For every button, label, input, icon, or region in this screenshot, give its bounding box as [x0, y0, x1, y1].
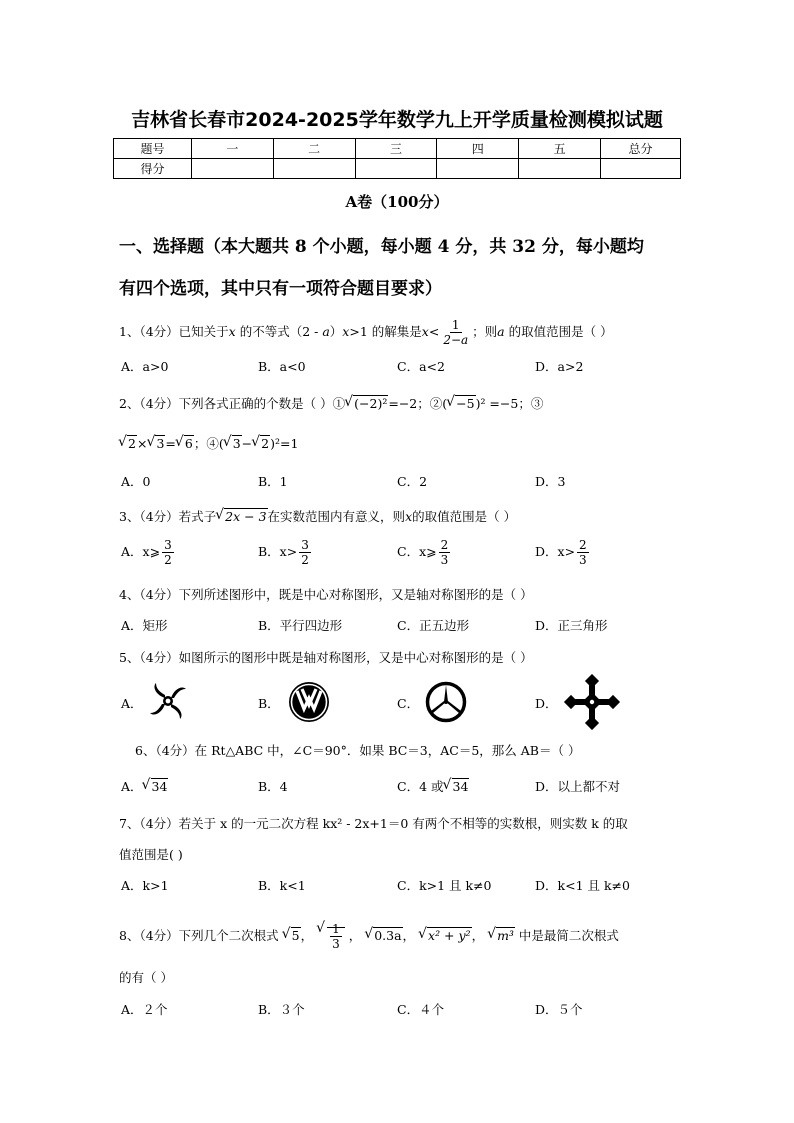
option-b: B．a<0: [258, 359, 306, 374]
option-c: C．a<2: [397, 359, 445, 374]
option-d: D．a>2: [535, 359, 584, 374]
radical: √ 2: [252, 436, 270, 451]
radical: √ x² + y²: [419, 928, 472, 943]
option-b: B．1: [258, 474, 288, 489]
option-a: A．k>1: [121, 878, 169, 893]
radical: √ 5: [283, 928, 301, 943]
option-d: D．: [535, 696, 558, 711]
radical: √ 34: [444, 779, 470, 794]
radical: √ 3: [147, 436, 165, 451]
radical: [317, 922, 345, 951]
table-cell: 一: [191, 139, 273, 159]
table-cell: [519, 159, 601, 179]
question-5-stem: 5、（4分）如图所示的图形中既是轴对称图形，又是中心对称图形的是（ ）: [119, 650, 533, 665]
vw-logo-figure: [287, 681, 331, 723]
radical: √ 2x − 3: [216, 509, 267, 524]
option-b: B．３个: [258, 1002, 305, 1017]
question-2-line2: √ 2×√ 3=√ 6；④(√ 3−√ 2)²=1: [119, 434, 298, 452]
question-7-line2: 值范围是( ): [119, 847, 183, 862]
option-d: D．５个: [535, 1002, 583, 1017]
radical: √ (−2)²: [345, 396, 388, 411]
option-a: A．√ 34: [121, 777, 168, 795]
option-a: A．x⩾ $\frac{3}{2}$: [121, 538, 172, 567]
option-c: C．2: [397, 474, 428, 489]
radical: √ m³: [488, 928, 515, 943]
page-title: 吉林省长春市2024-2025学年数学九上开学质量检测模拟试题: [131, 109, 663, 131]
option-b: B．x> $\frac{3}{2}$: [258, 538, 309, 567]
question-3-stem: 3、（4分）若式子√ 2x − 3在实数范围内有意义，则x的取值范围是（ ）: [119, 507, 516, 525]
question-6-stem: 6、（4分）在 Rt△ABC 中，∠C＝90°．如果 BC＝3，AC＝5，那么 AB＝（ ）: [135, 743, 581, 758]
table-cell: 总分: [601, 139, 681, 159]
option-d: D．k<1 且 k≠0: [535, 878, 630, 893]
fraction: $\frac{1}{2-a}$: [443, 318, 469, 347]
question-8-line2: 的有（ ）: [119, 970, 173, 985]
table-cell: 五: [519, 139, 601, 159]
fraction: $\frac{2}{3}$: [440, 538, 449, 567]
option-c: C．: [397, 696, 420, 711]
option-c: C．x⩾ $\frac{2}{3}$: [397, 538, 449, 567]
table-cell: 四: [437, 139, 519, 159]
fraction: $\frac{3}{2}$: [301, 538, 309, 567]
volume-heading: A卷（100分）: [345, 193, 449, 211]
option-b: B．平行四边形: [258, 618, 343, 633]
option-c: C．k>1 且 k≠0: [397, 878, 492, 893]
fraction: $\frac{3}{2}$: [164, 538, 172, 567]
table-cell: [273, 159, 355, 179]
option-a: A．２个: [121, 1002, 168, 1017]
option-b: B．: [258, 696, 280, 711]
radical: √ −5: [447, 396, 475, 411]
table-cell: [191, 159, 273, 179]
table-cell: [601, 159, 681, 179]
fraction: $\frac{2}{3}$: [579, 538, 587, 567]
option-d: D．正三角形: [535, 618, 608, 633]
option-c: C．４个: [397, 1002, 445, 1017]
option-a: A．: [121, 696, 143, 711]
pinwheel-figure: [146, 681, 190, 721]
option-c: C．4 或√ 34: [397, 777, 469, 795]
question-2-stem: 2、（4分）下列各式正确的个数是（ ）①√ (−2)²=−2；②(√ −5)² =−5；③: [119, 394, 543, 412]
radical: √ 3: [224, 436, 242, 451]
table-cell: 二: [273, 139, 355, 159]
diamond-cross-figure: [562, 674, 622, 730]
table-cell: 三: [355, 139, 437, 159]
fraction: √ $\frac{1}{3}$: [332, 922, 340, 951]
option-d: D．以上都不对: [535, 779, 621, 794]
option-c: C．正五边形: [397, 618, 470, 633]
radical: √ 34: [143, 779, 169, 794]
radical: √ 2: [119, 436, 137, 451]
section-heading-line1: 一、选择题（本大题共 8 个小题，每小题 4 分，共 32 分，每小题均: [119, 237, 644, 257]
table-cell: 题号: [114, 139, 192, 159]
question-7-line1: 7、（4分）若关于 x 的一元二次方程 kx² - 2x+1＝0 有两个不相等的实数根，则实数 k 的取: [119, 816, 628, 831]
question-4-stem: 4、（4分）下列所述图形中，既是中心对称图形，又是轴对称图形的是（ ）: [119, 587, 533, 602]
option-b: B．k<1: [258, 878, 306, 893]
option-b: B．4: [258, 779, 288, 794]
mercedes-logo-figure: [424, 681, 468, 723]
score-table: [113, 138, 681, 179]
question-1-stem: 1、（4分）已知关于x 的不等式（2 - a）x>1 的解集是x< $\frac{1}{2-a}$ ；则a 的取值范围是（ ）: [119, 318, 613, 347]
table-cell: [355, 159, 437, 179]
option-a: A．矩形: [121, 618, 168, 633]
question-8-stem: 8、（4分）下列几个二次根式 √ 5， √ $\frac{1}{3}$ ， √ 0.3a， √ x² + y²， √ m³ 中是最简二次根式: [119, 922, 619, 951]
table-cell: [437, 159, 519, 179]
table-row: [114, 159, 681, 179]
radical: √ 6: [176, 436, 194, 451]
table-row: [114, 139, 681, 159]
option-d: D．3: [535, 474, 566, 489]
option-a: A．a>0: [121, 359, 169, 374]
section-heading-line2: 有四个选项，其中只有一项符合题目要求）: [119, 279, 442, 299]
table-cell: 得分: [114, 159, 192, 179]
radical: √ 0.3a: [365, 928, 402, 943]
option-d: D．x> $\frac{2}{3}$: [535, 538, 587, 567]
option-a: A．0: [121, 474, 151, 489]
